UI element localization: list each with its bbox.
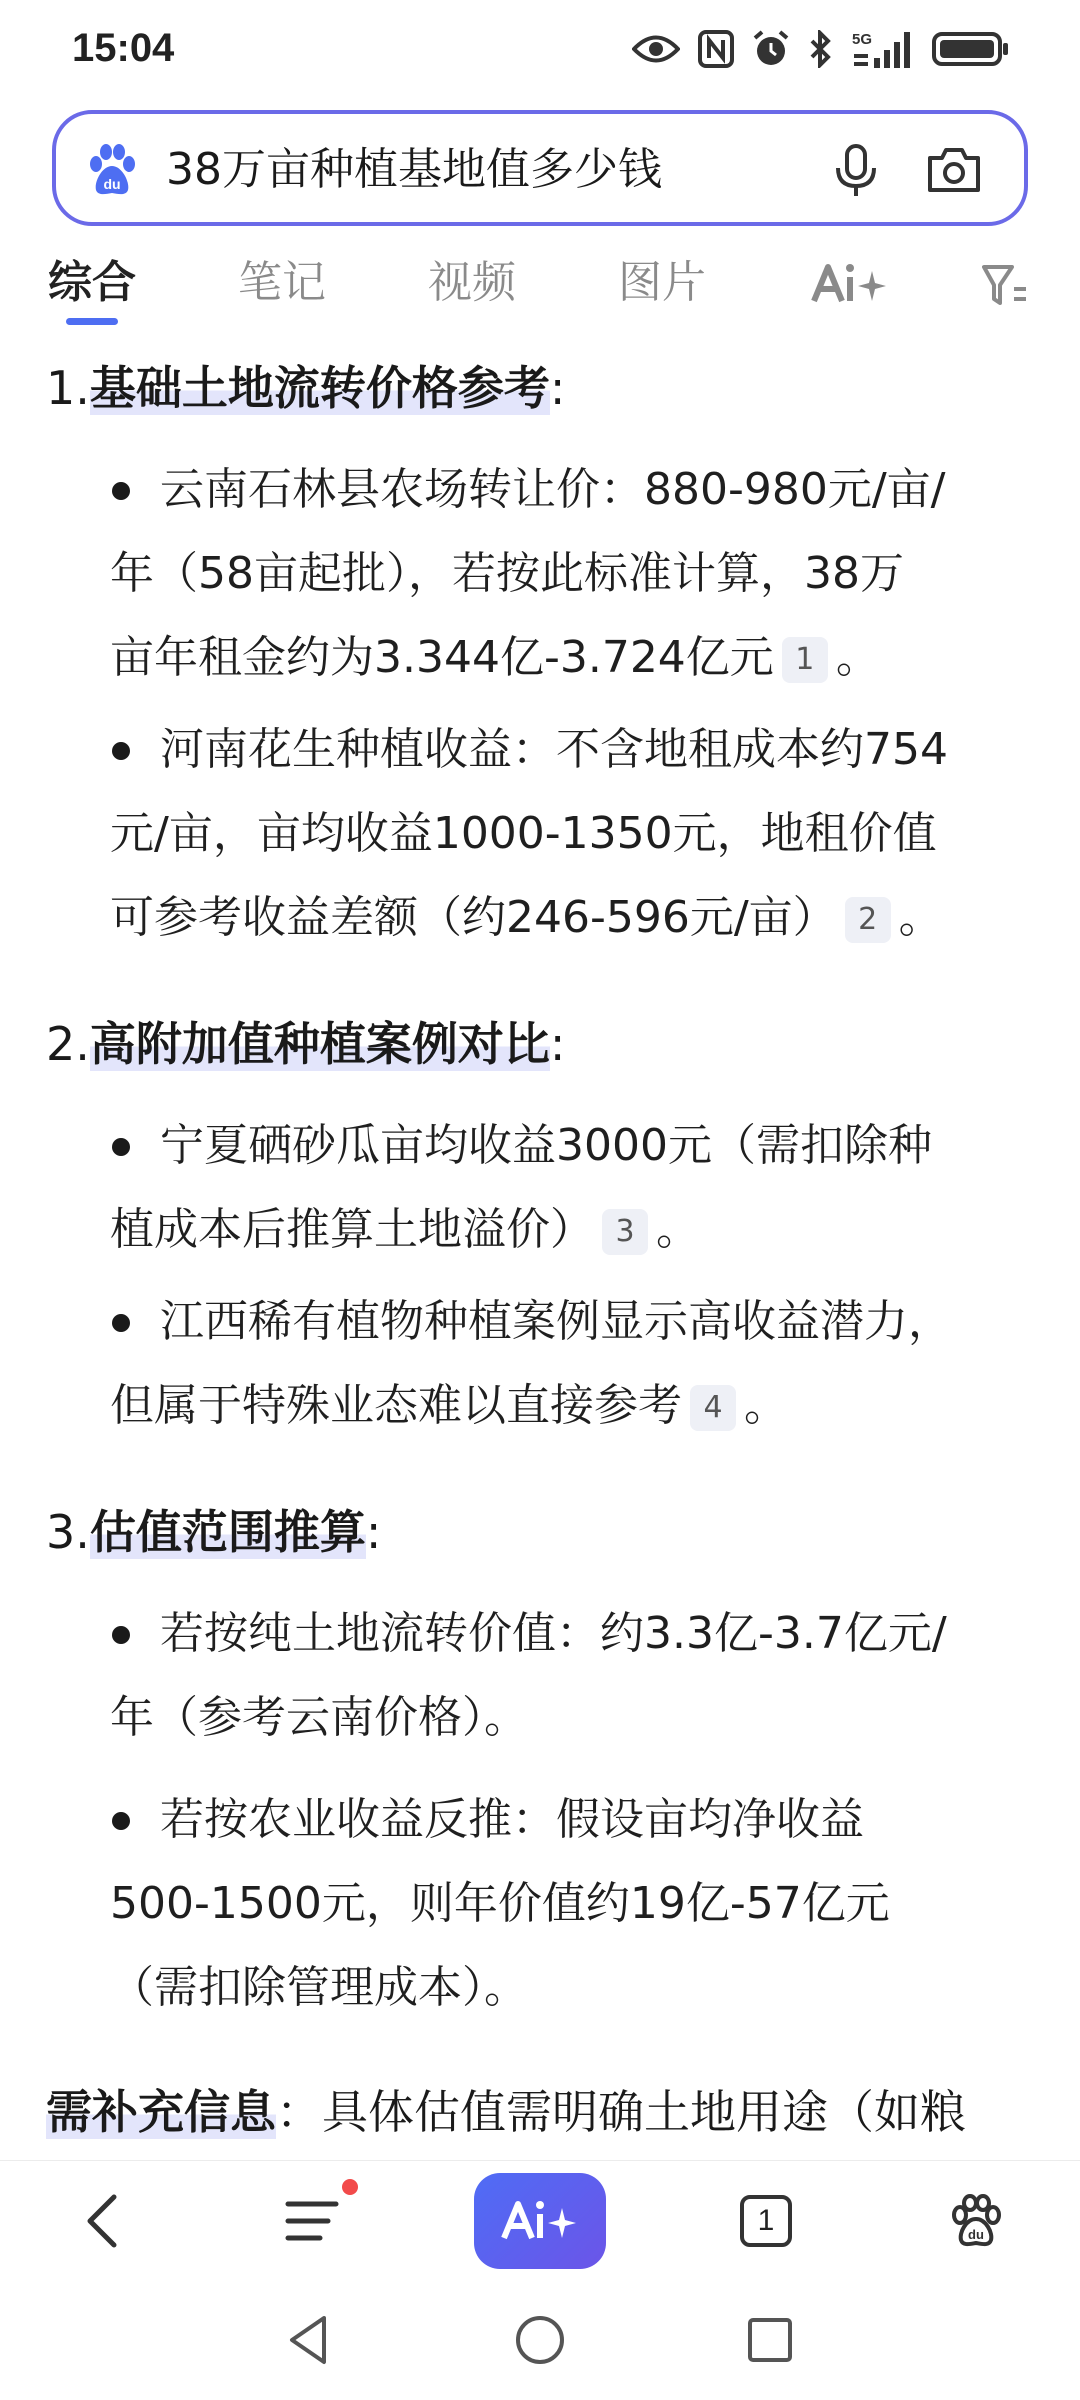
filter-icon[interactable]	[982, 259, 1028, 309]
bullet-text: 宁夏硒砂瓜亩均收益3000元（需扣除种	[160, 1120, 932, 1171]
reference-badge[interactable]: 4	[690, 1385, 736, 1431]
section-title: 基础土地流转价格参考	[89, 361, 550, 415]
baidu-paw-icon	[84, 142, 140, 198]
reference-badge[interactable]: 3	[602, 1209, 648, 1255]
android-back-icon[interactable]	[278, 2308, 342, 2372]
battery-icon	[932, 30, 1010, 68]
section-number: 3.	[46, 1505, 90, 1559]
supplementary-text: ：具体估值需明确土地用途（如粮	[276, 2085, 966, 2139]
section-number: 2.	[46, 1017, 90, 1071]
alarm-icon	[752, 30, 790, 68]
bullet-text: 年（参考云南价格）。	[110, 1692, 528, 1743]
section-2-heading: 2.高附加值种植案例对比:	[46, 1017, 566, 1071]
bullet-dot	[112, 482, 130, 500]
svg-text:du: du	[968, 2227, 984, 2242]
bullet-dot	[112, 1812, 130, 1830]
nfc-icon	[698, 30, 734, 68]
android-recents-icon[interactable]	[738, 2308, 802, 2372]
menu-icon[interactable]	[272, 2181, 352, 2261]
bullet-text: 云南石林县农场转让价：880-980元/亩/	[160, 464, 946, 515]
bullet-text: 若按农业收益反推：假设亩均净收益	[160, 1794, 864, 1845]
bottom-navigation	[0, 2160, 1080, 2280]
ai-assistant-icon	[500, 2196, 580, 2246]
back-icon[interactable]	[62, 2181, 142, 2261]
bullet-dot	[112, 742, 130, 760]
ai-assistant-button[interactable]	[474, 2173, 606, 2269]
reference-badge[interactable]: 1	[782, 637, 828, 683]
bullet-text: 江西稀有植物种植案例显示高收益潜力，	[160, 1296, 952, 1347]
supplementary-info	[46, 2082, 966, 2142]
status-time: 15:04	[72, 26, 175, 70]
network-label: 5G	[852, 31, 873, 48]
bullet-text: 元/亩，亩均收益1000-1350元，地租价值	[110, 808, 937, 859]
bullet-text-last: 亩年租金约为3.344亿-3.724亿元 1 。	[110, 632, 880, 683]
search-box[interactable]	[52, 110, 1028, 226]
tabs-icon[interactable]	[726, 2181, 806, 2261]
section-title: 高附加值种植案例对比	[89, 1017, 550, 1071]
tab-videos[interactable]: 视频	[428, 257, 516, 308]
ai-answer-content	[0, 330, 1080, 2160]
search-tabs	[0, 245, 1080, 335]
bullet-text-last: 可参考收益差额（约246-596元/亩） 2 。	[110, 892, 943, 943]
tab-images[interactable]: 图片	[618, 257, 706, 308]
bullet-text: 年（58亩起批），若按此标准计算，38万	[110, 548, 904, 599]
system-navigation	[0, 2280, 1080, 2400]
section-number: 1.	[46, 361, 90, 415]
android-home-icon[interactable]	[508, 2308, 572, 2372]
microphone-icon[interactable]	[826, 140, 886, 200]
bullet-text: （需扣除管理成本）。	[110, 1962, 528, 2013]
camera-icon[interactable]	[924, 140, 984, 200]
active-tab-indicator	[66, 318, 118, 325]
bullet-text: 若按纯土地流转价值：约3.3亿-3.7亿元/	[160, 1608, 947, 1659]
bullet-dot	[112, 1626, 130, 1644]
signal-icon	[852, 30, 914, 68]
bullet-dot	[112, 1314, 130, 1332]
bullet-text-last: 植成本后推算土地溢价） 3 。	[110, 1204, 700, 1255]
bullet-text: 河南花生种植收益：不含地租成本约754	[160, 724, 948, 775]
status-bar	[0, 0, 1080, 100]
bullet-text-last: 但属于特殊业态难以直接参考 4 。	[110, 1380, 788, 1431]
baidu-home-icon[interactable]	[936, 2181, 1016, 2261]
section-1-heading: 1.基础土地流转价格参考:	[46, 361, 566, 415]
tab-comprehensive[interactable]: 综合	[48, 257, 136, 308]
bullet-text: 500-1500元，则年价值约19亿-57亿元	[110, 1878, 890, 1929]
search-input[interactable]: 38万亩种植基地值多少钱	[166, 144, 662, 195]
reference-badge[interactable]: 2	[845, 897, 891, 943]
notification-dot	[342, 2179, 358, 2195]
tab-count: 1	[757, 2204, 775, 2237]
section-3-heading: 3.估值范围推算:	[46, 1505, 382, 1559]
eye-icon	[632, 32, 680, 66]
section-title: 估值范围推算	[89, 1505, 366, 1559]
status-icons	[632, 30, 1010, 68]
bluetooth-icon	[808, 30, 834, 68]
tab-ai-icon[interactable]	[810, 259, 886, 309]
supplementary-title: 需补充信息	[46, 2085, 276, 2139]
bullet-dot	[112, 1138, 130, 1156]
svg-text:du: du	[103, 176, 121, 192]
tab-notes[interactable]: 笔记	[238, 257, 326, 308]
